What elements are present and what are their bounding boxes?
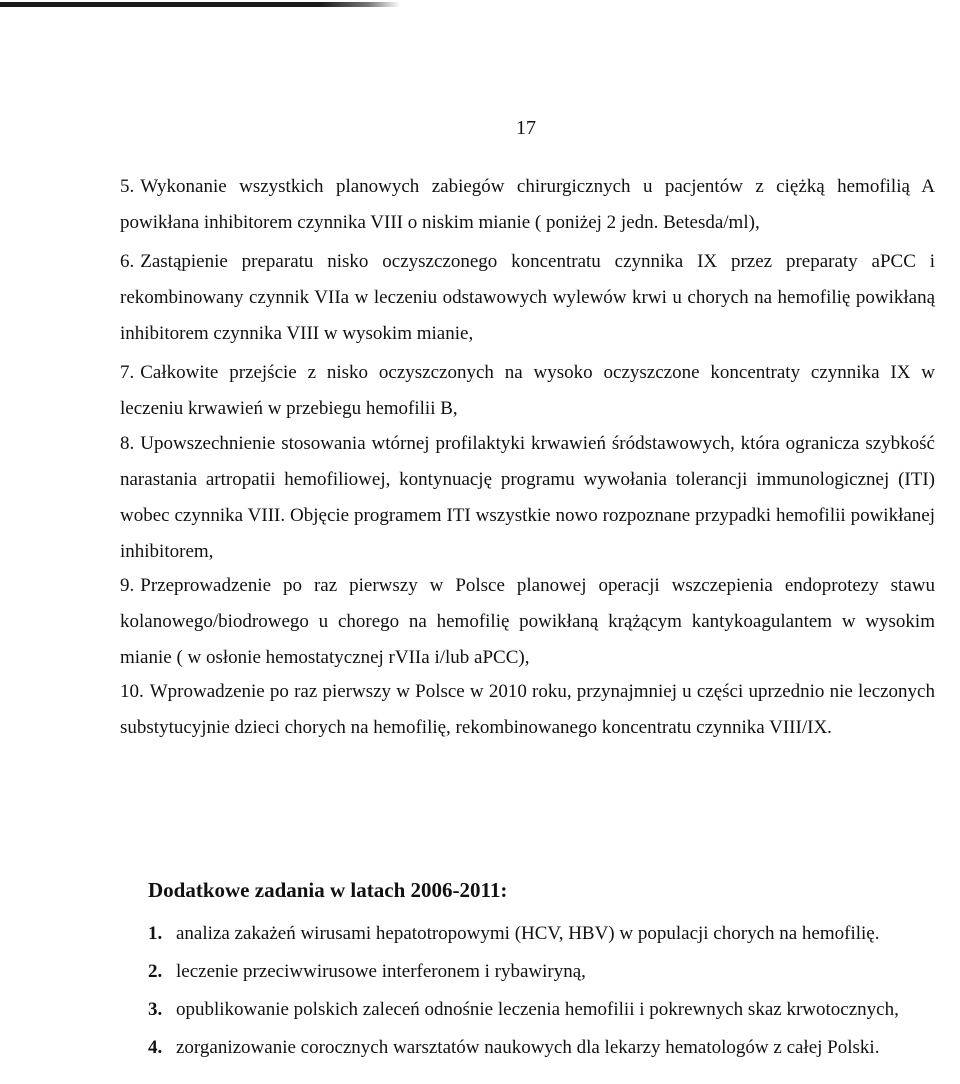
achievement-number: 8.	[120, 433, 135, 454]
list-item-text: analiza zakażeń wirusami hepatotropowymi (HCV, HBV) w populacji chorych na hemofilię.	[176, 923, 880, 944]
achievement-number: 9.	[120, 575, 135, 596]
list-item-number: 3.	[148, 999, 163, 1020]
achievement-item-8	[120, 426, 935, 570]
list-item	[148, 993, 938, 1027]
list-item-text: zorganizowanie corocznych warsztatów naukowych dla lekarzy hematologów z całej Polski.	[176, 1037, 880, 1058]
top-scan-rule	[0, 2, 400, 7]
achievement-item-7	[120, 355, 935, 427]
achievement-text: Upowszechnienie stosowania wtórnej profilaktyki krwawień śródstawowych, która ogranicza szybkość narastania artropatii hemofiliowej, kontynuację programu wywołania tolerancji immunologicznej (ITI) wobec czynnika VIII. Objęcie programem ITI wszystkie nowo rozpoznane przypadki hemofilii powikłanej inhibitorem,	[120, 433, 935, 562]
page-number: 17	[516, 117, 536, 139]
achievement-number: 10.	[120, 681, 144, 702]
achievement-item-5	[120, 169, 935, 241]
achievement-text: Całkowite przejście z nisko oczyszczonych na wysoko oczyszczone koncentraty czynnika IX w leczeniu krwawień w przebiegu hemofilii B,	[120, 362, 935, 419]
achievement-number: 7.	[120, 362, 135, 383]
list-item-number: 1.	[148, 923, 163, 944]
achievement-item-10	[120, 674, 935, 746]
list-item-text: opublikowanie polskich zaleceń odnośnie leczenia hemofilii i pokrewnych skaz krwotocznych,	[176, 999, 899, 1020]
achievement-number: 5.	[120, 176, 135, 197]
list-item-number: 4.	[148, 1037, 163, 1058]
achievement-text: Zastąpienie preparatu nisko oczyszczonego koncentratu czynnika IX przez preparaty aPCC i rekombinowany czynnik VIIa w leczeniu odstawowych wylewów krwi u chorych na hemofilię powikłaną inhibitorem czynnika VIII w wysokim mianie,	[120, 251, 935, 344]
achievement-text: Przeprowadzenie po raz pierwszy w Polsce planowej operacji wszczepienia endoprotezy stawu kolanowego/biodrowego u chorego na hemofilię powikłaną krążącym kantykoagulantem w wysokim mianie ( w osłonie hemostatycznej rVIIa i/lub aPCC),	[120, 575, 935, 668]
achievement-item-6	[120, 244, 935, 352]
achievement-text: Wykonanie wszystkich planowych zabiegów chirurgicznych u pacjentów z ciężką hemofilią A powikłana inhibitorem czynnika VIII o niskim mianie ( poniżej 2 jedn. Betesda/ml),	[120, 176, 935, 233]
list-item-number: 2.	[148, 961, 163, 982]
achievement-number: 6.	[120, 251, 135, 272]
achievement-item-9	[120, 568, 935, 676]
list-item	[148, 917, 938, 951]
list-item-text: leczenie przeciwwirusowe interferonem i rybawiryną,	[176, 961, 586, 982]
section-heading: Dodatkowe zadania w latach 2006-2011:	[148, 878, 508, 902]
list-item	[148, 955, 938, 989]
list-item	[148, 1031, 938, 1065]
additional-tasks-list	[148, 917, 938, 1065]
achievement-text: Wprowadzenie po raz pierwszy w Polsce w 2010 roku, przynajmniej u części uprzednio nie leczonych substytucyjnie dzieci chorych na hemofilię, rekombinowanego koncentratu czynnika VIII/IX.	[120, 681, 935, 738]
